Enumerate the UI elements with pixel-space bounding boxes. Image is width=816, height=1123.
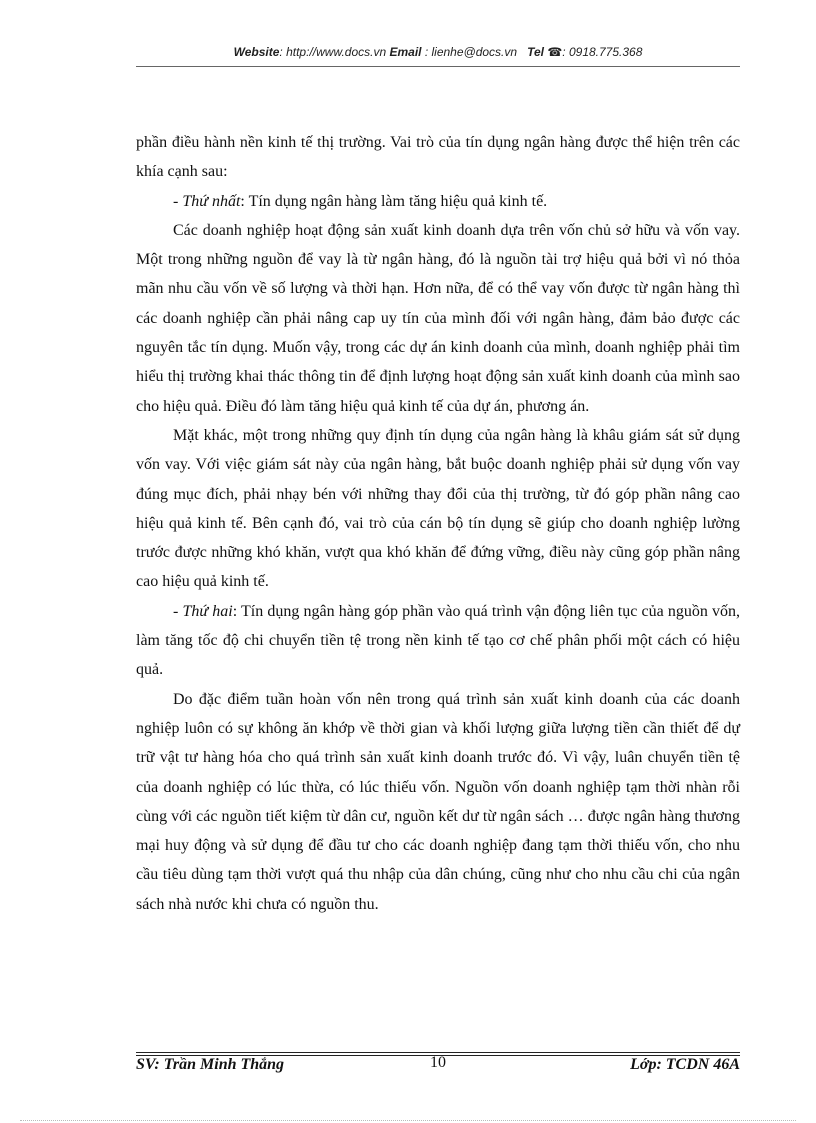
- p5-prefix: -: [173, 602, 183, 620]
- p5-text: : Tín dụng ngân hàng góp phần vào quá trình vận động liên tục của nguồn vốn, làm tăng tốc độ chi chuyển tiền tệ trong nền kinh tế tạo cơ chế phân phối một cách có hiệu quả.: [136, 602, 740, 679]
- footer-divider-top: [136, 1052, 740, 1053]
- email-label: Email: [389, 45, 422, 59]
- p2-prefix: -: [173, 192, 183, 210]
- p2-text: : Tín dụng ngân hàng làm tăng hiệu quả kinh tế.: [240, 192, 548, 210]
- paragraph-4: Mặt khác, một trong những quy định tín dụng của ngân hàng là khâu giám sát sử dụng vốn vay. Với việc giám sát này của ngân hàng, bắt buộc doanh nghiệp phải sử dụng vốn vay đúng mục đích, phải nhạy bén với những thay đổi của thị trường, từ đó góp phần nâng cao hiệu quả kinh tế. Bên cạnh đó, vai trò của cán bộ tín dụng sẽ giúp cho doanh nghiệp lường trước được những khó khăn, vượt qua khó khăn để đứng vững, điều này cũng góp phần nâng cao hiệu quả kinh tế.: [136, 426, 740, 591]
- website-label: Website: [233, 45, 280, 59]
- page-header: [136, 45, 740, 59]
- tel-value: : 0918.775.368: [562, 45, 643, 59]
- paragraph-2: [136, 187, 740, 216]
- paragraph-6: Do đặc điểm tuần hoàn vốn nên trong quá trình sản xuất kinh doanh của các doanh nghiệp luôn có sự không ăn khớp về thời gian và khối lượng giữa lượng tiền cần thiết để dự trữ vật tư hàng hóa cho quá trình sản xuất kinh doanh trước đó. Vì vậy, luân chuyển tiền tệ của doanh nghiệp có lúc thừa, có lúc thiếu vốn. Nguồn vốn doanh nghiệp tạm thời nhàn rỗi cùng với các nguồn tiết kiệm từ dân cư, nguồn kết dư từ ngân sách … được ngân hàng thương mại huy động và sử dụng để đầu tư cho các doanh nghiệp đang tạm thời thiếu vốn, cho nhu cầu tiêu dùng tạm thời vượt quá thu nhập của dân chúng, cũng như cho nhu cầu chi của ngân sách nhà nước khi chưa có nguồn thu.: [136, 690, 740, 913]
- paragraph-3: Các doanh nghiệp hoạt động sản xuất kinh doanh dựa trên vốn chủ sở hữu và vốn vay. Một trong những nguồn để vay là từ ngân hàng, đó là nguồn tài trợ hiệu quả bởi vì nó thỏa mãn nhu cầu vốn về số lượng và thời hạn. Hơn nữa, để có thể vay vốn được từ ngân hàng thì các doanh nghiệp cần phải nâng cap uy tín của mình đối với ngân hàng, đảm bảo được các nguyên tắc tín dụng. Muốn vậy, trong các dự án kinh doanh của mình, doanh nghiệp phải tìm hiểu thị trường khai thác thông tin để định lượng hoạt động sản xuất kinh doanh của mình sao cho hiệu quả. Điều đó làm tăng hiệu quả kinh tế của dự án, phương án.: [136, 221, 740, 415]
- tel-label: Tel: [527, 45, 544, 59]
- document-body: [136, 128, 740, 919]
- page-number: 10: [430, 1054, 446, 1071]
- page-bottom-border: [20, 1120, 796, 1121]
- phone-icon: ☎: [547, 45, 563, 59]
- email-value[interactable]: : lienhe@docs.vn: [421, 45, 518, 59]
- header-divider: [136, 66, 740, 67]
- website-value[interactable]: : http://www.docs.vn: [279, 45, 387, 59]
- page-footer: [136, 1056, 740, 1080]
- paragraph-5: [136, 597, 740, 685]
- student-name: SV: Trần Minh Thắng: [136, 1056, 285, 1073]
- p2-emphasis: Thứ nhất: [182, 192, 241, 210]
- class-name: Lớp: TCDN 46A: [630, 1056, 740, 1073]
- paragraph-1: phần điều hành nền kinh tế thị trường. Vai trò của tín dụng ngân hàng được thể hiện trên các khía cạnh sau:: [136, 134, 740, 181]
- p5-emphasis: Thứ hai: [182, 602, 233, 620]
